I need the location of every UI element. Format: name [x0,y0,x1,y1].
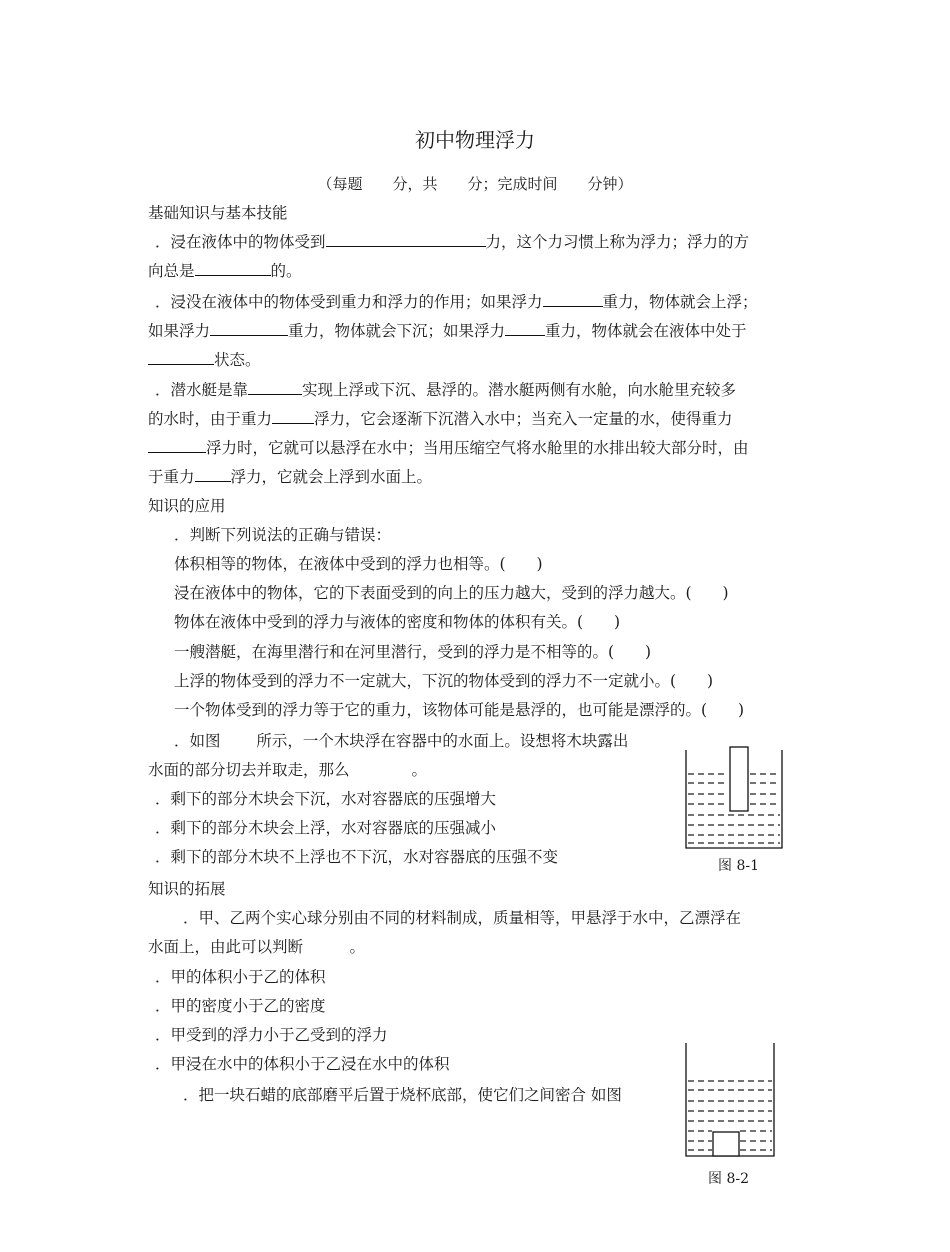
question-5-line-2: 水面的部分切去并取走，那么 。 [148,761,428,779]
question-4-item: 上浮的物体受到的浮力不一定就大，下沉的物体受到的浮力不一定就小。( ) [174,672,714,690]
figure-8-1-caption: 图 8-1 [718,858,759,874]
question-5-option[interactable]: ．剩下的部分木块不上浮也不下沉，水对容器底的压强不变 [155,848,559,866]
answer-blank[interactable] [543,292,603,307]
question-4-item: 浸在液体中的物体，它的下表面受到的向上的压力越大，受到的浮力越大。( ) [174,584,729,602]
question-4-item: 体积相等的物体，在液体中受到的浮力也相等。( ) [174,555,543,573]
figure-8-2-diagram [680,1040,780,1162]
answer-blank[interactable] [248,380,302,395]
figure-8-2-caption: 图 8-2 [708,1171,749,1187]
page-subtitle: （每题 分，共 分；完成时间 分钟） [317,175,633,193]
question-6-option[interactable]: ．甲的体积小于乙的体积 [155,968,326,986]
section-heading-extension: 知识的拓展 [148,880,226,898]
question-6-line-1: ．甲、乙两个实心球分别由不同的材料制成，质量相等，甲悬浮于水中，乙漂浮在 [183,909,742,927]
question-5-option[interactable]: ．剩下的部分木块会下沉，水对容器底的压强增大 [155,790,497,808]
question-5-option[interactable]: ．剩下的部分木块会上浮，水对容器底的压强减小 [155,819,497,837]
question-6-option[interactable]: ．甲受到的浮力小于乙受到的浮力 [155,1026,388,1044]
question-3-line-2: 的水时，由于重力 浮力，它会逐渐下沉潜入水中；当充入一定量的水，使得重力 [148,410,733,428]
answer-blank[interactable] [272,409,314,424]
question-2-line-1: ．浸没在液体中的物体受到重力和浮力的作用；如果浮力 重力，物体就会上浮； [155,293,758,311]
answer-blank[interactable] [195,261,271,276]
answer-blank[interactable] [148,350,214,365]
question-6-option[interactable]: ．甲浸在水中的体积小于乙浸在水中的体积 [155,1055,450,1073]
question-4-item: 一个物体受到的浮力等于它的重力，该物体可能是悬浮的，也可能是漂浮的。( ) [174,701,745,719]
answer-blank[interactable] [326,232,486,247]
figure-8-1-diagram [680,742,790,854]
question-7-line-1: ．把一块石蜡的底部磨平后置于烧杯底部，使它们之间密合 如图 [183,1086,622,1104]
page-title: 初中物理浮力 [415,128,535,152]
answer-blank[interactable] [210,321,288,336]
question-1-line-1: ．浸在液体中的物体受到 力，这个力习惯上称为浮力；浮力的方 [155,233,750,251]
question-5-line-1: ．如图 所示，一个木块浮在容器中的水面上。设想将木块露出 [174,732,629,750]
question-2-line-3: 状态。 [148,350,261,370]
answer-blank[interactable] [505,321,545,336]
question-2-line-2: 如果浮力 重力，物体就会下沉；如果浮力 重力，物体就会在液体中处于 [148,322,747,340]
question-4-item: 一艘潜艇，在海里潜行和在河里潜行，受到的浮力是不相等的。( ) [174,643,652,661]
question-1-line-2: 向总是 的。 [148,262,302,280]
question-6-line-2: 水面上，由此可以判断 。 [148,938,366,956]
question-4-stem: ．判断下列说法的正确与错误： [174,526,392,544]
section-heading-basic: 基础知识与基本技能 [148,204,288,222]
paraffin-block [713,1132,739,1156]
question-3-line-3: 浮力时，它就可以悬浮在水中；当用压缩空气将水舱里的水排出较大部分时，由 [148,438,749,458]
question-4-item: 物体在液体中受到的浮力与液体的密度和物体的体积有关。( ) [174,613,621,631]
question-3-line-1: ．潜水艇是靠 实现上浮或下沉、悬浮的。潜水艇两侧有水舱，向水舱里充较多 [155,381,737,399]
question-3-line-4: 于重力 浮力，它就会上浮到水面上。 [148,468,433,486]
answer-blank[interactable] [148,438,206,453]
section-heading-application: 知识的应用 [148,497,226,515]
question-6-option[interactable]: ．甲的密度小于乙的密度 [155,997,326,1015]
wooden-block [730,747,748,811]
answer-blank[interactable] [195,467,231,482]
